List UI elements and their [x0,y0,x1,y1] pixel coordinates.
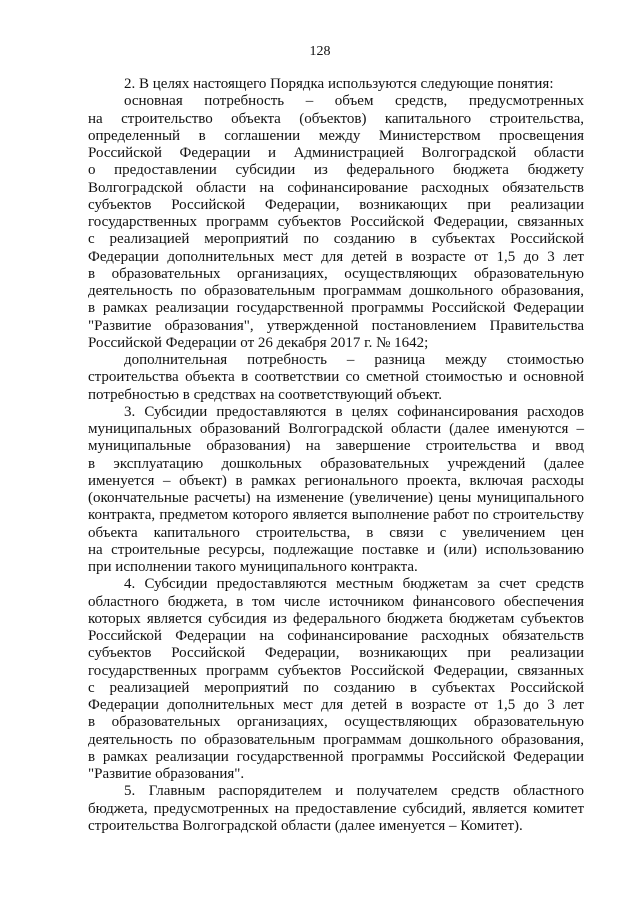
text-line: 3. Субсидии предоставляются в целях софинансирования расходов [124,403,584,420]
text-line: 2. В целях настоящего Порядка используются следующие понятия: [124,76,554,92]
text-line: государственных программ субъектов Российской Федерации, связанных [88,662,584,679]
text-line: муниципальных образований Волгоградской области (далее именуются – [88,421,584,437]
text-line: с реализацией мероприятий по созданию в субъектах Российской [88,679,584,696]
text-line: "Развитие образования". [88,766,245,782]
text-line: потребностью в средствах на соответствующий объект. [88,386,442,403]
text-line: определенный в соглашении между Министерством просвещения [88,127,584,144]
text-line: объекта капитального строительства, в связи с увеличением цен [88,524,584,541]
text-line: на строительные ресурсы, подлежащие поставке и (или) использованию [88,541,584,558]
text-line: в рамках реализации государственной программы Российской Федерации [88,300,584,317]
text-line: основная потребность – объем средств, предусмотренных [124,93,584,110]
text-line: муниципальные образования) на завершение строительства и ввод [88,438,584,455]
text-line: деятельность по образовательным программам дошкольного образования, [88,731,584,748]
body-text [88,76,584,835]
text-line: субъектов Российской Федерации, возникающих при реализации [88,645,584,662]
text-line: о предоставлении субсидии из федерального бюджета бюджету [88,162,584,179]
text-line: 5. Главным распорядителем и получателем средств областного [124,783,584,800]
text-line: "Развитие образования", утвержденной постановлением Правительства [88,317,584,334]
text-line: с реализацией мероприятий по созданию в субъектах Российской [88,231,584,248]
text-line: Российской Федерации на софинансирование расходных обязательств [88,628,584,644]
text-line: 4. Субсидии предоставляются местным бюджетам за счет средств [124,576,584,593]
text-line: субъектов Российской Федерации, возникающих при реализации [88,196,584,213]
text-line: контракта, предметом которого является выполнение работ по строительству [88,507,584,524]
text-line: которых является субсидия из федерального бюджета бюджетам субъектов [88,610,584,627]
text-line: государственных программ субъектов Российской Федерации, связанных [88,214,584,230]
text-line: в эксплуатацию дошкольных образовательных учреждений (далее [88,455,584,472]
text-line: дополнительная потребность – разница между стоимостью [124,352,584,368]
page-number: 128 [309,44,331,59]
text-line: в образовательных организациях, осуществляющих образовательную [88,714,584,731]
text-line: областного бюджета, в том числе источником финансового обеспечения [88,593,584,610]
text-line: в образовательных организациях, осуществляющих образовательную [88,265,584,282]
text-line: при исполнении такого муниципального контракта. [88,559,418,575]
text-line: Федерации дополнительных мест для детей в возрасте от 1,5 до 3 лет [88,248,584,265]
text-line: в рамках реализации государственной программы Российской Федерации [88,748,584,765]
text-line: на строительство объекта (объектов) капитального строительства, [88,110,584,127]
text-line: Волгоградской области на софинансирование расходных обязательств [88,179,584,196]
text-line: бюджета, предусмотренных на предоставление субсидий, является комитет [88,800,584,817]
text-line: именуется – объект) в рамках регионального проекта, включая расходы [88,472,584,489]
text-line: деятельность по образовательным программам дошкольного образования, [88,283,584,299]
text-line: Федерации дополнительных мест для детей в возрасте от 1,5 до 3 лет [88,697,584,713]
text-line: (окончательные расчеты) на изменение (увеличение) цены муниципального [88,490,584,506]
text-line: строительства Волгоградской области (далее именуется – Комитет). [88,817,523,834]
text-line: Российской Федерации и Администрацией Волгоградской области [88,145,584,161]
text-line: строительства объекта в соответствии со сметной стоимостью и основной [88,369,584,386]
text-line: Российской Федерации от 26 декабря 2017 г. № 1642; [88,334,429,351]
